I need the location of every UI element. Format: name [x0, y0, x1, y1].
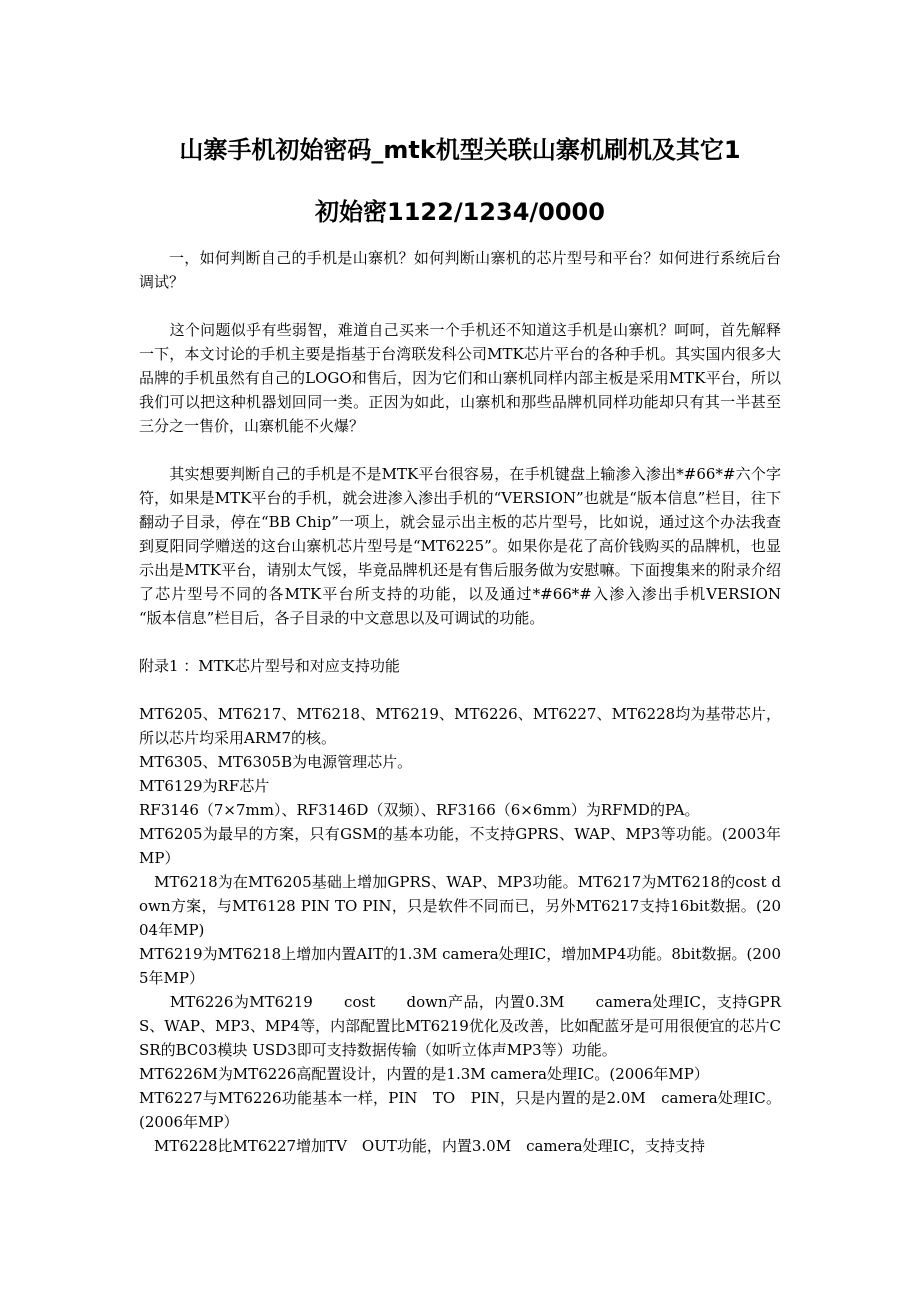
paragraph-mt6205: MT6205为最早的方案，只有GSM的基本功能，不支持GPRS、WAP、MP3等功能。(2003年MP） — [139, 825, 781, 867]
paragraph-mt6226m: MT6226M为MT6226高配置设计，内置的是1.3M camera处理IC。(2006年MP） — [139, 1065, 709, 1083]
paragraph-mt6228: MT6228比MT6227增加TV OUT功能，内置3.0M camera处理IC，支持支持 — [139, 1137, 706, 1155]
paragraph-mt6219: MT6219为MT6218上增加内置AIT的1.3M camera处理IC，增加MP4功能。8bit数据。(2005年MP） — [139, 945, 781, 987]
document-title-line-1: 山寨手机初始密码_mtk机型关联山寨机刷机及其它1 — [179, 136, 741, 164]
paragraph-mt6218: MT6218为在MT6205基础上增加GPRS、WAP、MP3功能。MT6217为MT6218的cost down方案，与MT6128 PIN TO PIN，只是软件不同而已，另外MT6217支持16bit数据。(2004年MP) — [139, 873, 781, 939]
paragraph-intro: 这个问题似乎有些弱智，难道自己买来一个手机还不知道这手机是山寨机？呵呵，首先解释一下，本文讨论的手机主要是指基于台湾联发科公司MTK芯片平台的各种手机。其实国内很多大品牌的手机虽然有自己的LOGO和售后，因为它们和山寨机同样内部主板是采用MTK平台，所以我们可以把这种机器划回同一类。正因为如此，山寨机和那些品牌机同样功能却只有其一半甚至三分之一售价，山寨机能不火爆？ — [139, 321, 781, 435]
paragraph-blank — [139, 678, 781, 702]
paragraph-rf-chip: MT6129为RF芯片 — [139, 777, 270, 795]
paragraph-appendix-heading: 附录1 ：MTK芯片型号和对应支持功能 — [139, 657, 400, 675]
document-title-line-2: 初始密1122/1234/0000 — [315, 198, 605, 226]
paragraph-question: 一，如何判断自己的手机是山寨机？如何判断山寨机的芯片型号和平台？如何进行系统后台调试？ — [139, 249, 781, 291]
paragraph-blank — [139, 438, 781, 462]
paragraph-blank — [139, 630, 781, 654]
document-body — [139, 246, 797, 1158]
paragraph-blank — [139, 294, 781, 318]
paragraph-mt6226: MT6226为MT6219 cost down产品，内置0.3M camera处理IC，支持GPRS、WAP、MP3、MP4等，内部配置比MT6219优化及改善，比如配蓝牙是可用很便宜的芯片CSR的BC03模块 USD3即可支持数据传输（如听立体声MP3等）功能。 — [139, 993, 781, 1059]
paragraph-pa: RF3146（7×7mm）、RF3146D（双频）、RF3166（6×6mm）为RFMD的PA。 — [139, 801, 700, 819]
paragraph-baseband: MT6205、MT6217、MT6218、MT6219、MT6226、MT6227、MT6228均为基带芯片，所以芯片均采用ARM7的核。 — [139, 705, 781, 747]
paragraph-mt6227: MT6227与MT6226功能基本一样，PIN TO PIN，只是内置的是2.0M camera处理IC。(2006年MP） — [139, 1089, 781, 1131]
paragraph-power-chip: MT6305、MT6305B为电源管理芯片。 — [139, 753, 413, 771]
paragraph-how-to-check: 其实想要判断自己的手机是不是MTK平台很容易，在手机键盘上输渗入渗出*#66*#六个字符，如果是MTK平台的手机，就会进渗入渗出手机的“VERSION”也就是“版本信息”栏目，往下翻动子目录，停在“BB Chip”一项上，就会显示出主板的芯片型号，比如说，通过这个办法我查到夏阳同学赠送的这台山寨机芯片型号是“MT6225”。如果你是花了高价钱购买的品牌机，也显示出是MTK平台，请别太气馁，毕竟品牌机还是有售后服务做为安慰嘛。下面搜集来的附录介绍了芯片型号不同的各MTK平台所支持的功能，以及通过*#66*#入渗入渗出手机VERSION “版本信息”栏目后，各子目录的中文意思以及可调试的功能。 — [139, 465, 797, 627]
